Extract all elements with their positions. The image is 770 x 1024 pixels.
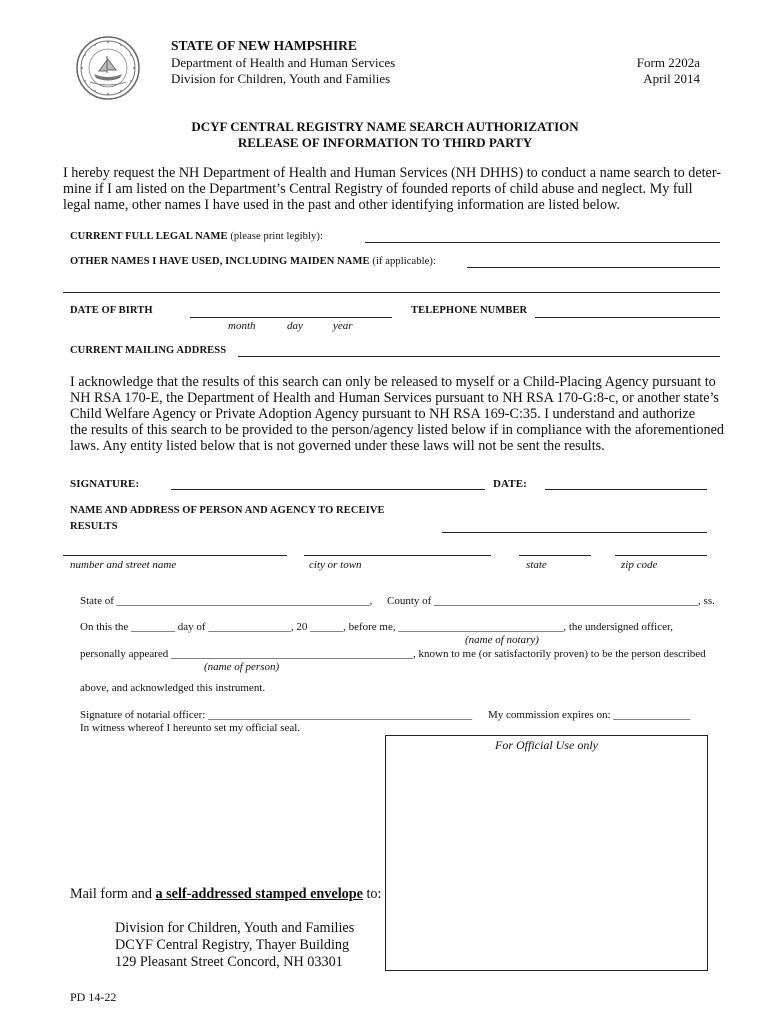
intro-line-2: mine if I am listed on the Department’s Central Registry of founded reports of child abuse and neglect. My full [63, 181, 693, 197]
form-title: DCYF CENTRAL REGISTRY NAME SEARCH AUTHORIZATION [191, 119, 579, 134]
legal-name-label [70, 231, 323, 242]
date-label: DATE: [493, 478, 527, 490]
notary-person-hint: (name of person) [204, 661, 280, 673]
notary-on-this: On this the ________ day of _______________, 20 ______, before me, ______________________________, the undersigned officer, [80, 621, 673, 633]
official-use-label: For Official Use only [495, 738, 598, 752]
state-name: STATE OF NEW HAMPSHIRE [171, 38, 357, 53]
ack-line-2: NH RSA 170-E, the Department of Health and Human Services pursuant to NH RSA 170-G:8-c, or another state’s [70, 390, 719, 406]
mail-address-2: DCYF Central Registry, Thayer Building [115, 937, 350, 953]
mail-address-3: 129 Pleasant Street Concord, NH 03301 [115, 954, 343, 970]
dob-month-hint: month [228, 320, 256, 332]
phone-label: TELEPHONE NUMBER [411, 305, 528, 316]
other-names-label-text: OTHER NAMES I HAVE USED, INCLUDING MAIDEN NAME [70, 256, 370, 267]
division-name: Division for Children, Youth and Families [171, 71, 391, 86]
ack-line-4: the results of this search to be provided to the person/agency listed below if in compliance with the aforementioned [70, 422, 725, 438]
form-subtitle: RELEASE OF INFORMATION TO THIRD PARTY [237, 135, 533, 150]
street-field[interactable] [63, 555, 287, 556]
ack-line-1: I acknowledge that the results of this search can only be released to myself or a Child-Placing Agency pursuant to [70, 374, 716, 390]
recipient-name-field[interactable] [442, 532, 707, 533]
mail-prefix: Mail form and [70, 886, 156, 902]
notary-personally-appeared: personally appeared ____________________________________________, known to me (or satisfactorily proven) to be the person described [80, 648, 706, 660]
recipient-label-2: RESULTS [70, 521, 118, 532]
other-names-label [70, 256, 436, 267]
other-names-hint: (if applicable): [372, 256, 437, 267]
other-names-field[interactable] [467, 267, 720, 268]
city-hint: city or town [309, 559, 362, 571]
notary-commission: My commission expires on: ______________ [488, 709, 691, 721]
state-seal-icon [76, 36, 140, 100]
notary-state-of: State of ______________________________________________, [80, 595, 373, 607]
state-field[interactable] [519, 555, 591, 556]
dob-label: DATE OF BIRTH [70, 305, 153, 316]
notary-acknowledged: above, and acknowledged this instrument. [80, 682, 266, 694]
intro-line-1: I hereby request the NH Department of Health and Human Services (NH DHHS) to conduct a name search to deter- [63, 165, 722, 181]
dob-day-hint: day [287, 320, 303, 332]
date-field[interactable] [545, 489, 707, 490]
phone-field[interactable] [535, 317, 720, 318]
notary-witness: In witness whereof I hereunto set my official seal. [80, 722, 301, 734]
dob-field[interactable] [190, 317, 392, 318]
mail-envelope-emphasis: a self-addressed stamped envelope [155, 886, 363, 902]
address-label: CURRENT MAILING ADDRESS [70, 345, 227, 356]
notary-county-of: County of ________________________________________________, ss. [387, 595, 715, 607]
other-names-field-2[interactable] [63, 292, 720, 293]
mail-instructions [70, 886, 381, 903]
state-hint: state [526, 559, 547, 571]
signature-field[interactable] [171, 489, 485, 490]
intro-line-3: legal name, other names I have used in the past and other identifying information are listed below. [63, 197, 620, 213]
address-field[interactable] [238, 356, 720, 357]
legal-name-label-text: CURRENT FULL LEGAL NAME [70, 231, 228, 242]
recipient-label-1: NAME AND ADDRESS OF PERSON AND AGENCY TO RECEIVE [70, 505, 385, 516]
street-hint: number and street name [70, 559, 177, 571]
signature-label: SIGNATURE: [70, 478, 140, 490]
notary-officer-signature: Signature of notarial officer: ________________________________________________ [80, 709, 473, 721]
dob-year-hint: year [333, 320, 353, 332]
ack-line-5: laws. Any entity listed below that is not governed under these laws will not be sent the results. [70, 438, 605, 454]
legal-name-field[interactable] [365, 242, 720, 243]
ack-line-3: Child Welfare Agency or Private Adoption Agency pursuant to NH RSA 169-C:35. I understand and authorize [70, 406, 696, 422]
zip-hint: zip code [621, 559, 658, 571]
form-code: PD 14-22 [70, 990, 117, 1004]
city-field[interactable] [304, 555, 491, 556]
notary-name-hint: (name of notary) [465, 634, 539, 646]
legal-name-hint: (please print legibly): [230, 231, 324, 242]
official-use-box [385, 735, 708, 971]
mail-suffix: to: [362, 886, 382, 902]
mail-address-1: Division for Children, Youth and Families [115, 920, 355, 936]
zip-field[interactable] [615, 555, 707, 556]
form-date: April 2014 [643, 71, 700, 86]
department-name: Department of Health and Human Services [171, 55, 396, 70]
form-number: Form 2202a [636, 55, 700, 70]
